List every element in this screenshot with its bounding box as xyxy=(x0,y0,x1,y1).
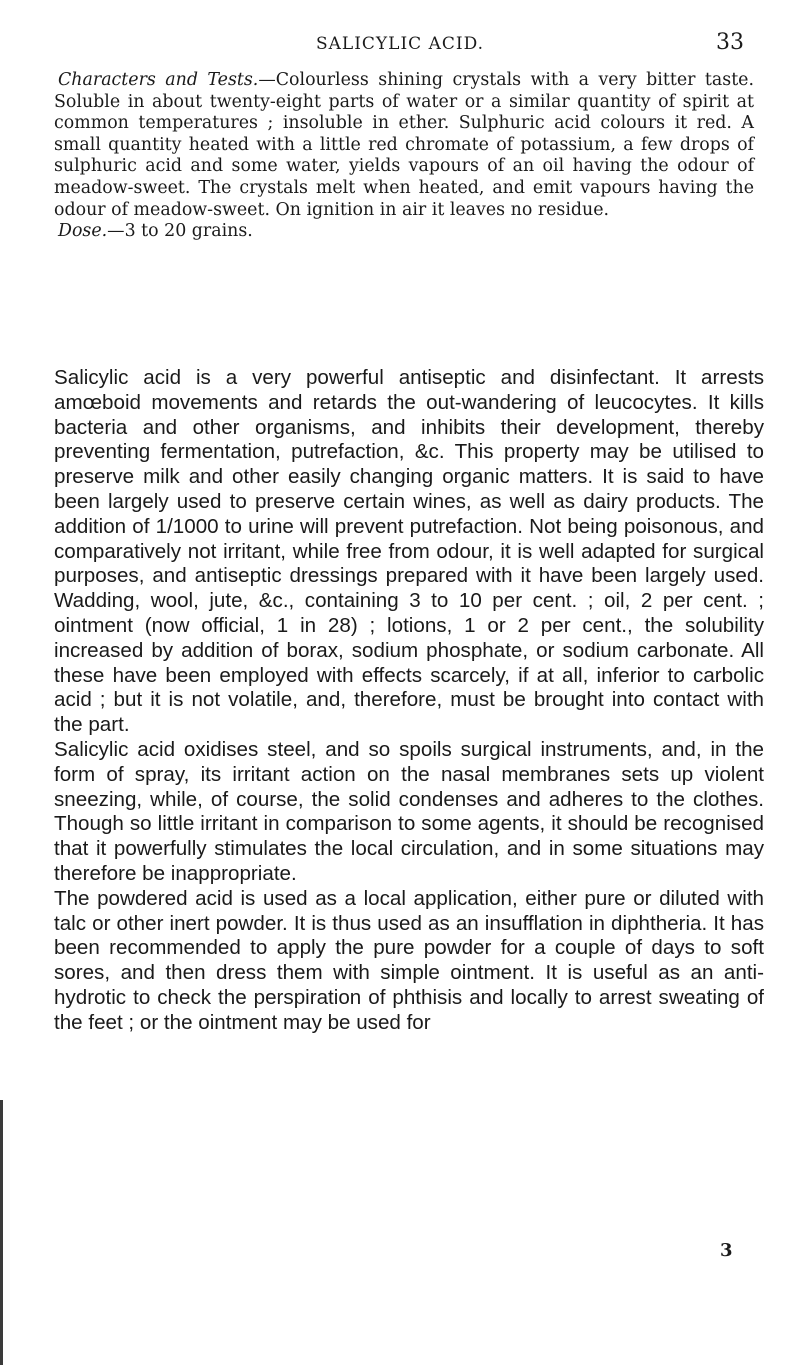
dose-paragraph xyxy=(54,221,754,243)
running-title: SALICYLIC ACID. xyxy=(316,34,484,54)
body-paragraph-1: Salicylic acid is a very powerful antiseptic and disinfectant. It arrests amœboid movements and retards the out-wandering of leucocytes. It kills bacteria and other organisms, and inhibits their development, thereby preventing fermentation, putrefaction, &c. This property may be utilised to preserve milk and other easily changing organic matters. It is said to have been largely used to preserve certain wines, as well as dairy products. The addition of 1/1000 to urine will prevent putrefaction. Not being poisonous, and comparatively not irritant, while free from odour, it is well adapted for surgical purposes, and antiseptic dressings prepared with it have been largely used. Wadding, wool, jute, &c., containing 3 to 10 per cent. ; oil, 2 per cent. ; ointment (now official, 1 in 28) ; lotions, 1 or 2 per cent., the solubility increased by addition of borax, sodium phosphate, or sodium carbonate. All these have been employed with effects scarcely, if at all, inferior to carbolic acid ; but it is not volatile, and, therefore, must be brought into contact with the part. xyxy=(54,366,764,737)
characters-and-tests-section xyxy=(54,70,754,243)
scan-edge-divider xyxy=(0,1100,3,1365)
body-paragraph-2: Salicylic acid oxidises steel, and so spoils surgical instruments, and, in the form of spray, its irritant action on the nasal membranes sets up violent sneezing, while, of course, the solid condenses and adheres to the clothes. Though so little irritant in comparison to some agents, it should be recognised that it powerfully stimulates the local circulation, and in some situations may therefore be inappropriate. xyxy=(54,737,764,885)
characters-paragraph xyxy=(54,70,754,221)
characters-lead: Characters and Tests. xyxy=(58,70,259,90)
characters-text: —Colourless shining crystals with a very bitter taste. Soluble in about twenty-eight parts of water or a similar quantity of spirit at common temperatures ; insoluble in ether. Sulphuric acid colours it red. A small quantity heated with a little red chromate of potassium, a few drops of sulphuric acid and some water, yields vapours of an oil having the odour of meadow-sweet. The crystals melt when heated, and emit vapours having the odour of meadow-sweet. On ignition in air it leaves no residue. xyxy=(54,70,754,220)
dose-text: —3 to 20 grains. xyxy=(107,221,253,242)
dose-lead: Dose. xyxy=(58,221,108,242)
main-text xyxy=(54,366,764,1036)
page-number: 33 xyxy=(716,30,744,55)
body-paragraph-3: The powdered acid is used as a local application, either pure or diluted with talc or other inert powder. It is thus used as an insufflation in diphtheria. It has been recommended to apply the pure powder for a couple of days to soft sores, and then dress them with simple ointment. It is useful as an anti-hydrotic to check the perspiration of phthisis and locally to arrest sweating of the feet ; or the ointment may be used for xyxy=(54,886,764,1034)
signature-mark: 3 xyxy=(720,1240,733,1261)
